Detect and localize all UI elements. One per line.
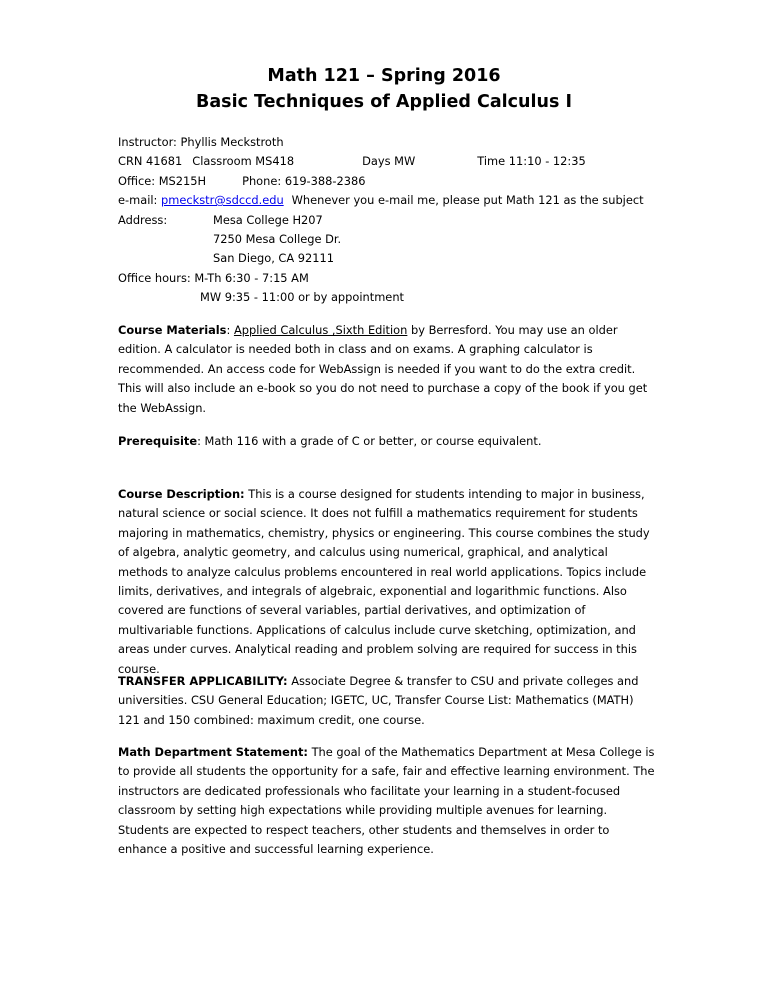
office-hours-line-2 [118,288,738,307]
department-statement [118,743,658,859]
instructor-line: Instructor: Phyllis Meckstroth [118,135,284,149]
email-label: e-mail: [118,193,158,208]
course-info [118,133,738,308]
address-line-2: 7250 Mesa College Dr. [213,231,342,246]
schedule-line [118,152,738,171]
prerequisite-text: : Math 116 with a grade of C or better, or course equivalent. [197,434,542,448]
office: Office: MS215H [118,173,207,188]
office-hours-1: M-Th 6:30 - 7:15 AM [194,270,309,285]
office-hours-line [118,269,738,288]
days: Days MW [362,154,416,169]
department-label: Math Department Statement: [118,745,308,759]
email-link[interactable]: pmeckstr@sdccd.edu [161,193,284,208]
time: Time 11:10 - 12:35 [477,154,586,169]
email-line [118,191,738,210]
page-title: Math 121 – Spring 2016 [267,66,501,86]
course-description [118,485,658,679]
transfer-label: TRANSFER APPLICABILITY: [118,674,288,688]
address-label: Address: [118,212,168,227]
transfer-text: Associate Degree & transfer to CSU and private colleges and universities. CSU General Education; IGETC, UC, Transfer Course List: Mathematics (MATH) 121 and 150 combined: maximum credit, one course. [118,674,639,727]
transfer-applicability [118,672,658,730]
crn: CRN 41681 [118,154,183,169]
description-label: Course Description: [118,487,245,501]
description-text: This is a course designed for students intending to major in business, natural science or social science. It does not fulfill a mathematics requirement for students majoring in mathematics, chemistry, physics or engineering. This course combines the study of algebra, analytic geometry, and calculus using numerical, graphical, and analytical methods to analyze calculus problems encountered in real world applications. Topics include limits, derivatives, and integrals of algebraic, exponential and logarithmic functions. Also covered are functions of several variables, partial derivatives, and optimization of multivariable functions. Applications of calculus include curve sketching, optimization, and areas under curves. Analytical reading and problem solving are required for success in this course. [118,487,650,676]
course-materials: Course Materials: Applied Calculus ,Sixth Edition by Berresford. You may use an older edition. A calculator is needed both in class and on exams. A graphing calculator is recommended. An access code for WebAssign is needed if you want to do the extra credit. This will also include an e-book so you do not need to purchase a copy of the book if you get the WebAssign. [118,323,648,415]
email-note: Whenever you e-mail me, please put Math 121 as the subject [291,193,644,208]
address-line-3: San Diego, CA 92111 [213,251,335,266]
address-line-1: Mesa College H207 [213,212,323,227]
materials-label: Course Materials [118,323,227,337]
prerequisite [118,432,658,451]
prerequisite-label: Prerequisite [118,434,198,448]
office-hours-2: MW 9:35 - 11:00 or by appointment [200,290,405,305]
classroom: Classroom MS418 [192,154,295,169]
department-text: The goal of the Mathematics Department at Mesa College is to provide all students the opportunity for a safe, fair and effective learning environment. The instructors are dedicated professionals who facilitate your learning in a student-focused classroom by setting high expectations while providing multiple avenues for learning. Students are expected to respect teachers, other students and themselves in order to enhance a positive and successful learning experience. [118,745,655,857]
address-line [118,211,738,230]
office-hours-label: Office hours: [118,270,191,285]
page-subtitle: Basic Techniques of Applied Calculus I [196,92,572,112]
materials-text: by Berresford. You may use an older edition. A calculator is needed both in class and on exams. A graphing calculator is recommended. An access code for WebAssign is needed if you want to do the extra credit. This will also include an e-book so you do not need to purchase a copy of the book if you get the WebAssign. [118,323,648,415]
office-line [118,172,738,191]
textbook-title: Applied Calculus ,Sixth Edition [233,323,408,337]
phone: Phone: 619-388-2386 [242,173,366,188]
